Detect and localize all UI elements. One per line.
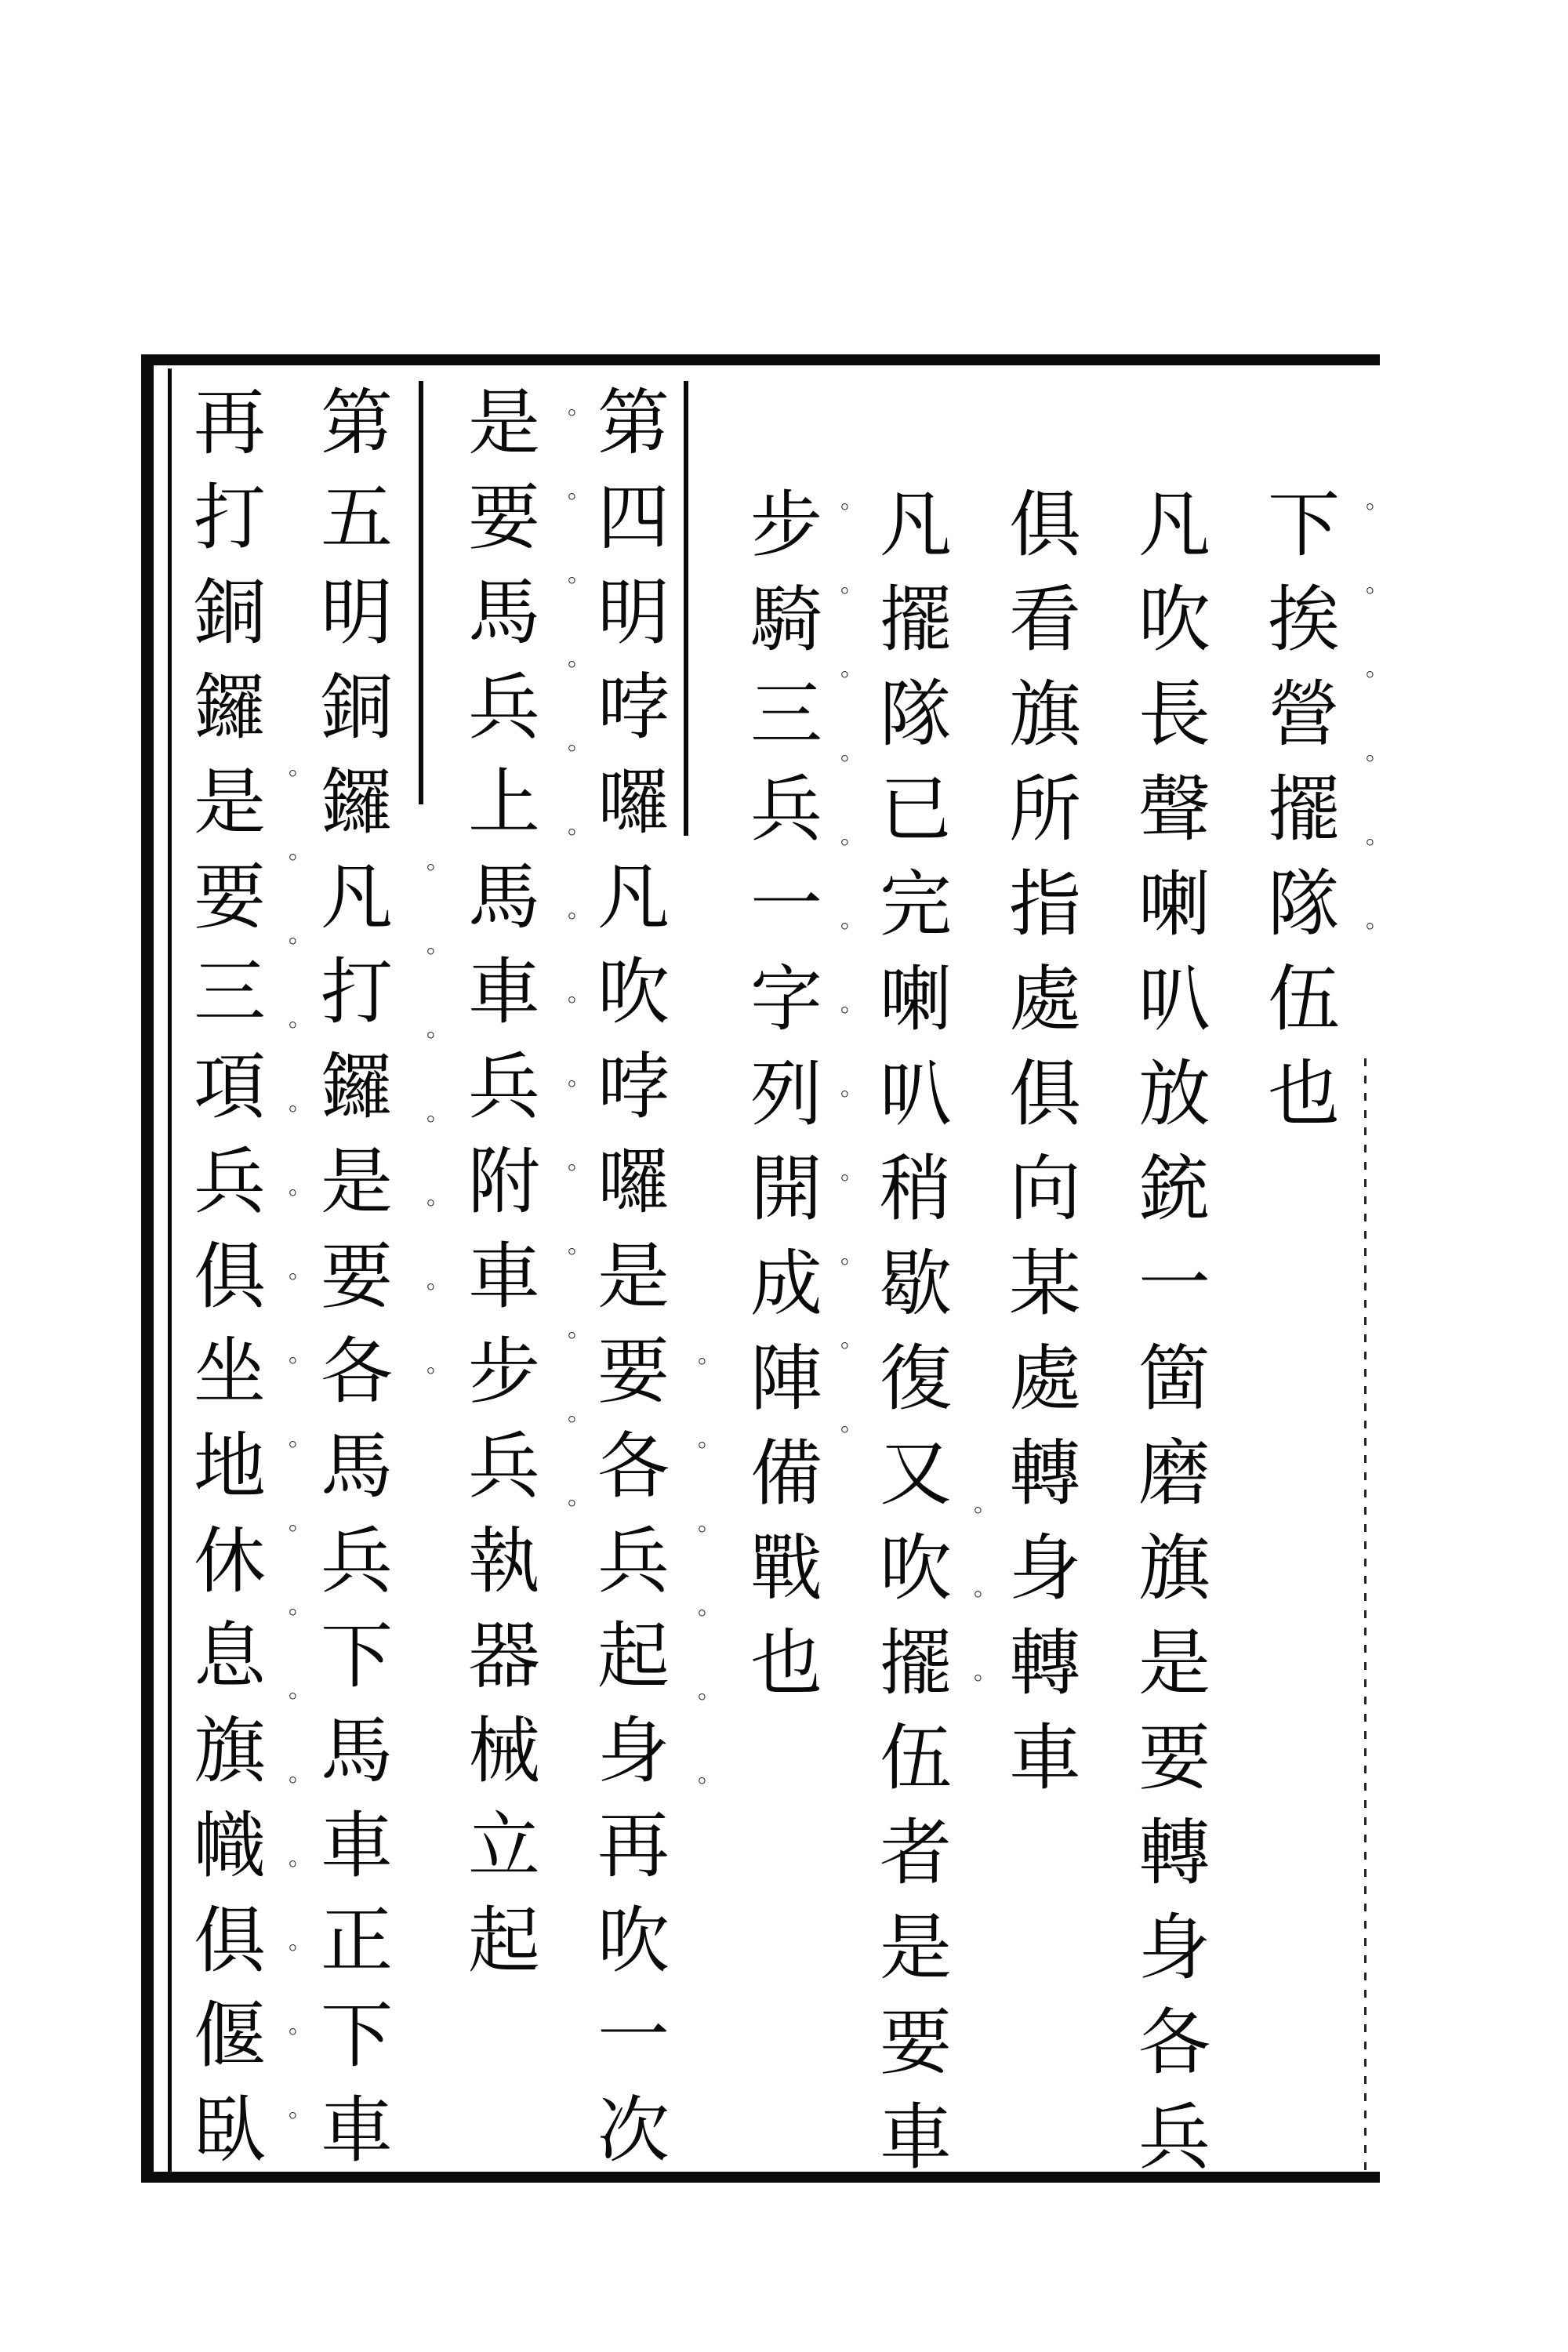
text-column-8: 第五明銅鑼凡打鑼是要各馬兵下馬車正下車	[309, 384, 393, 2187]
reading-marks-1: 。。。。。。	[1347, 502, 1374, 1017]
reading-marks-8: 。。。。。。。	[408, 862, 435, 1461]
text-column-6: 第四明哱囉凡吹哱囉是要各兵起身再吹一次	[586, 384, 670, 2187]
reading-marks-6: 。。。。。。	[679, 1356, 706, 1871]
heading-separator-4	[684, 381, 688, 836]
text-column-5: 步騎三兵一字列開成陣備戰也	[739, 486, 822, 1719]
text-column-7: 是要馬兵上馬車兵附車步兵執器械立起	[456, 384, 540, 1997]
reading-marks-4: 。。。	[955, 1505, 982, 1769]
text-column-2: 凡吹長聲喇叭放銃一箇磨旗是要轉身各兵	[1127, 486, 1210, 2194]
reading-marks-9: 。。。。。。。。。。。。。。。。。	[270, 768, 297, 2206]
text-column-3: 俱看旗所指處俱向某處轉身轉車	[997, 486, 1081, 1814]
frame-top-rule	[141, 354, 1380, 365]
frame-inner-left-rule	[168, 368, 172, 2172]
reading-marks-5: 。。。。。。。。。。。。	[822, 502, 849, 1520]
frame-right-dotted-rule	[1364, 1058, 1367, 2172]
text-column-4: 凡擺隊已完喇叭稍歇復又吹擺伍者是要車	[868, 486, 952, 2194]
reading-marks-7: 。。。。。。。。。。。。。。	[549, 408, 576, 1594]
text-column-9: 再打銅鑼是要三項兵俱坐地休息旗幟俱偃臥	[182, 384, 266, 2187]
frame-left-rule	[141, 354, 154, 2183]
text-column-1: 下挨營擺隊伍也	[1256, 486, 1340, 1150]
heading-separator-5	[419, 381, 423, 804]
